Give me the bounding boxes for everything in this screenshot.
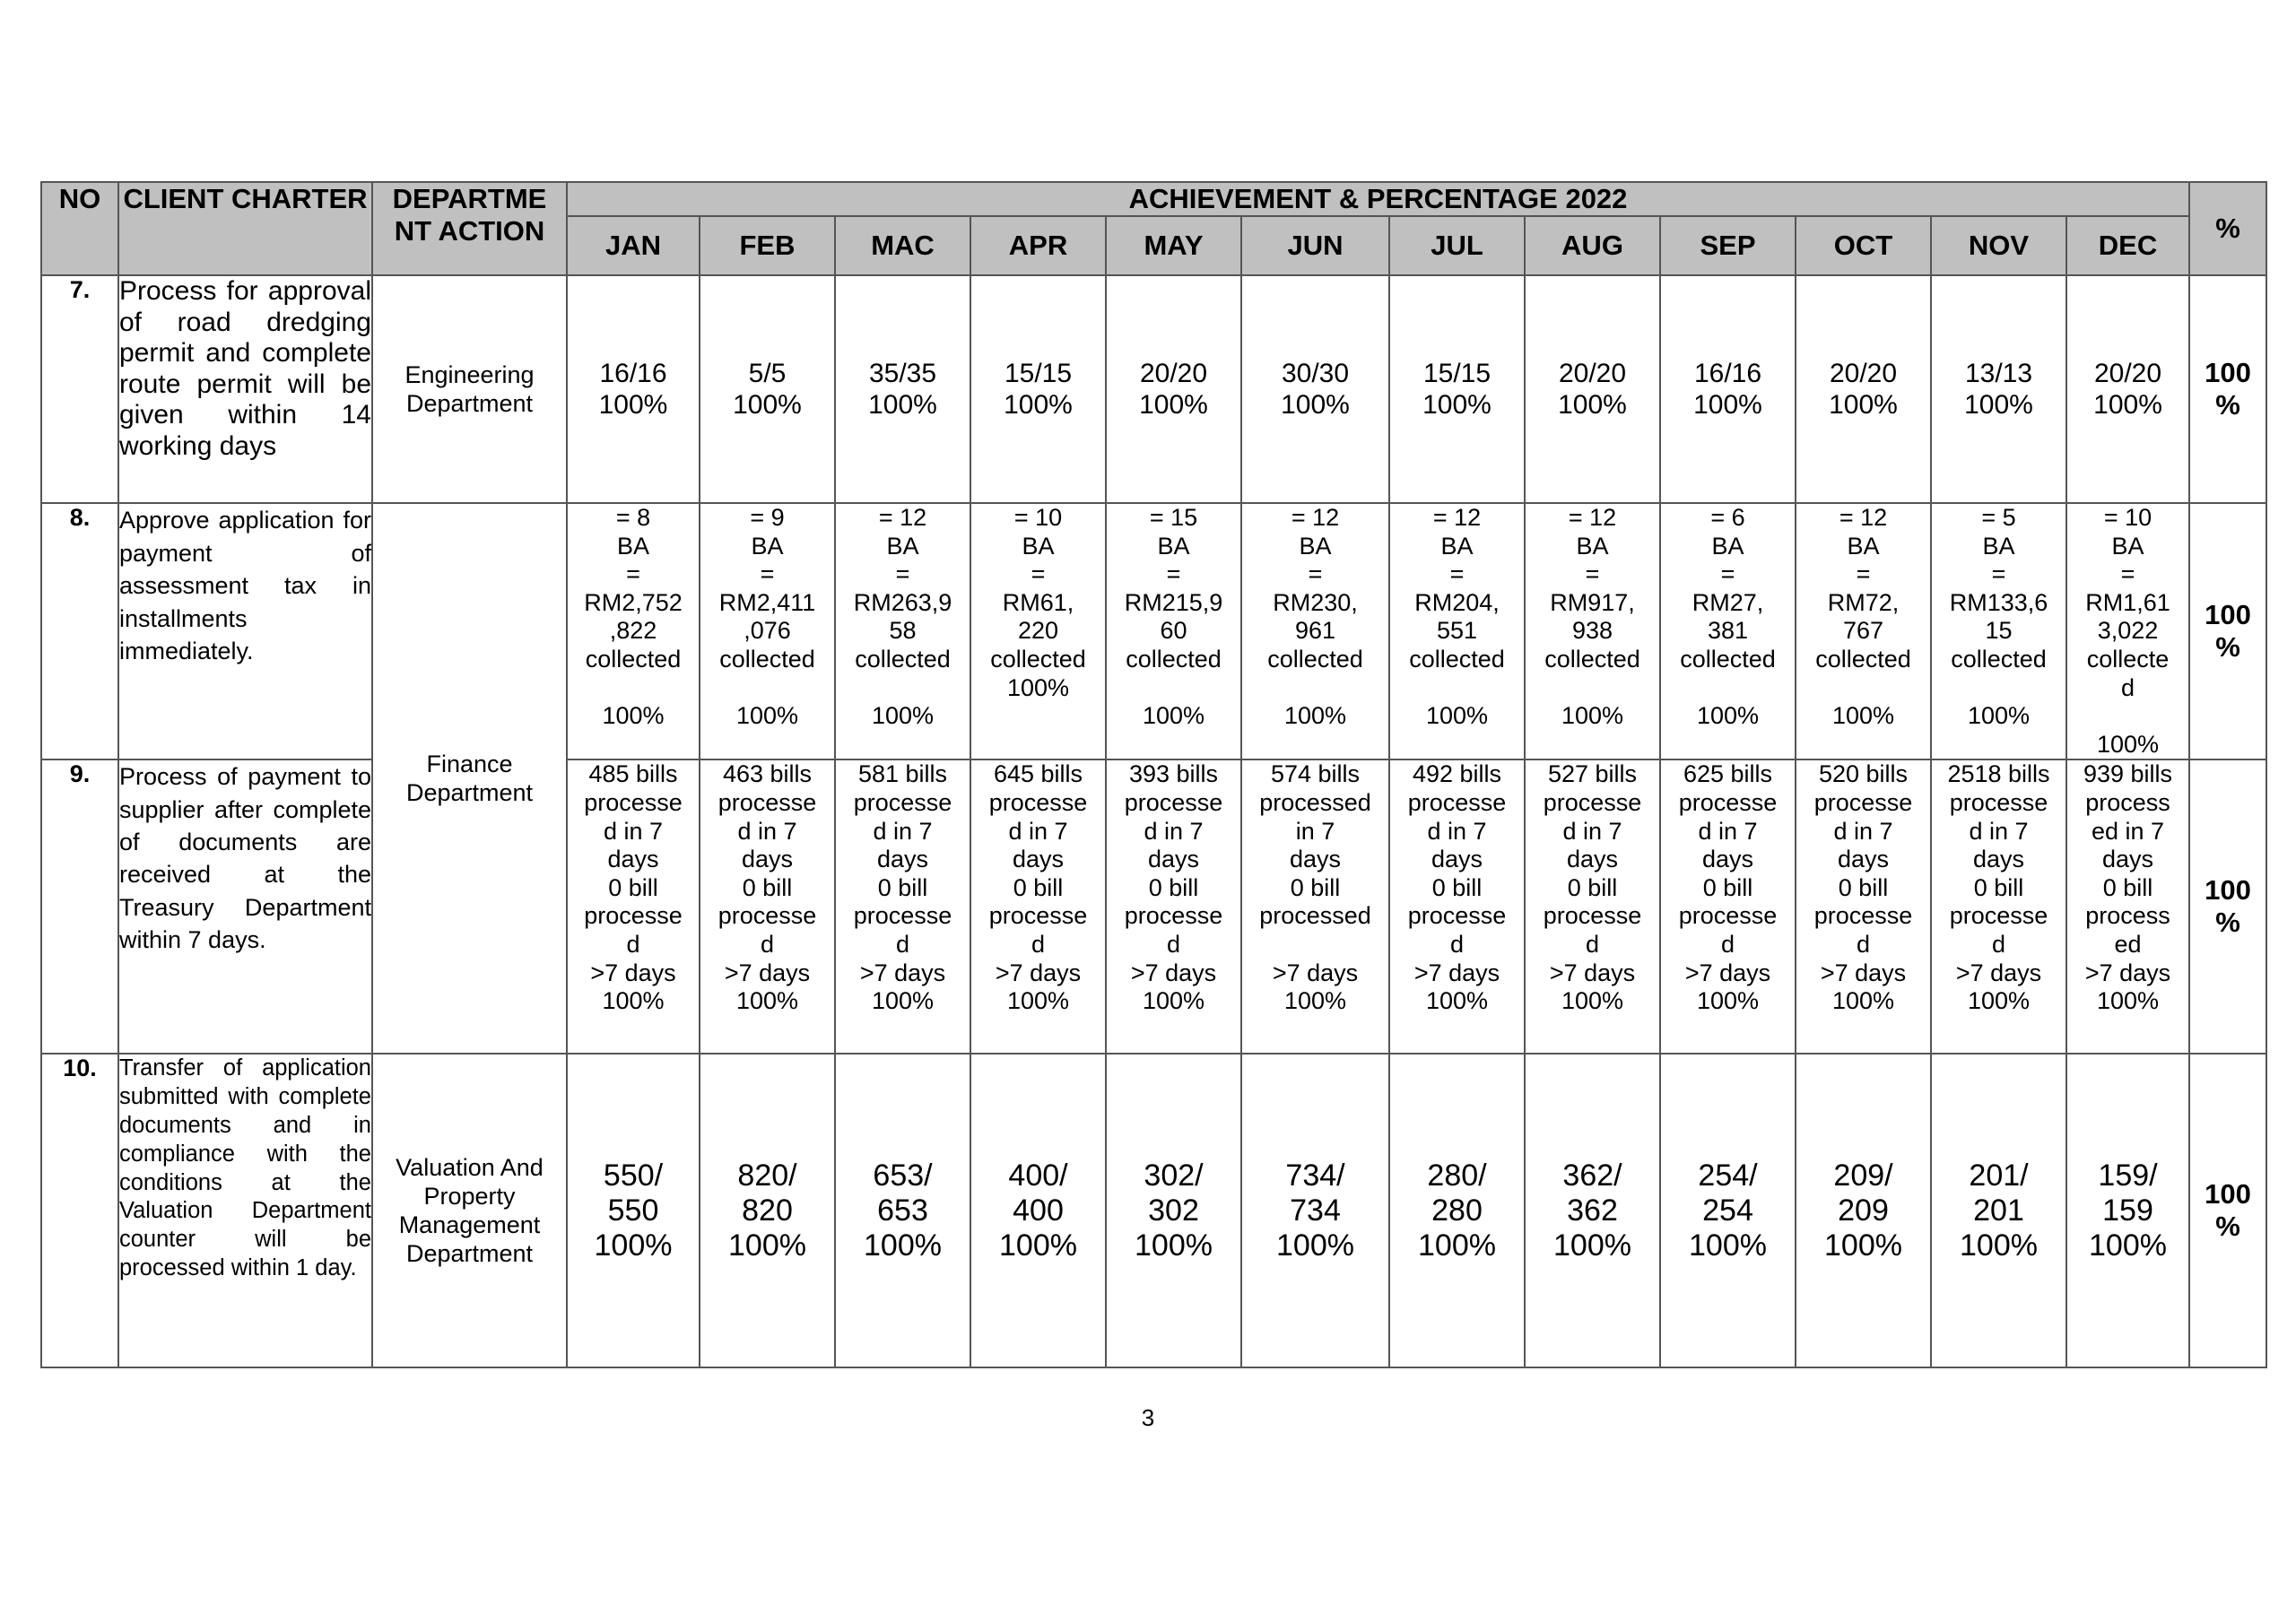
month-value: 302/ 302 100% (1106, 1054, 1241, 1367)
month-value: 2518 bills processe d in 7 days 0 bill processe d >7 days 100% (1931, 759, 2066, 1054)
table-row (41, 503, 2266, 759)
month-value: 254/ 254 100% (1660, 1054, 1796, 1367)
row-number: 10. (41, 1054, 118, 1367)
client-charter-text: Transfer of application submitted with complete documents and in compliance with the conditions at the Valuation Department counter will be processed within 1 day. (118, 1054, 372, 1367)
header-month-may: MAY (1106, 216, 1241, 275)
client-charter-text: Process of payment to supplier after complete of documents are received at the Treasury Department within 7 days. (118, 759, 372, 1054)
month-value: = 9 BA = RM2,411 ,076 collected 100% (700, 503, 835, 759)
month-value: 550/ 550 100% (567, 1054, 700, 1367)
month-value: = 8 BA = RM2,752 ,822 collected 100% (567, 503, 700, 759)
header-month-sep: SEP (1660, 216, 1796, 275)
header-client-charter: CLIENT CHARTER (118, 182, 372, 275)
month-value: = 12 BA = RM917, 938 collected 100% (1525, 503, 1660, 759)
month-value: 492 bills processe d in 7 days 0 bill processe d >7 days 100% (1389, 759, 1525, 1054)
department-action: Valuation And Property Management Department (372, 1054, 567, 1367)
month-value: 209/ 209 100% (1796, 1054, 1931, 1367)
month-value: 20/20 100% (1796, 275, 1931, 503)
header-month-nov: NOV (1931, 216, 2066, 275)
month-value: 13/13 100% (1931, 275, 2066, 503)
month-value: 159/ 159 100% (2066, 1054, 2189, 1367)
month-value: 20/20 100% (1525, 275, 1660, 503)
header-month-jun: JUN (1241, 216, 1389, 275)
header-month-apr: APR (970, 216, 1106, 275)
month-value: 280/ 280 100% (1389, 1054, 1525, 1367)
department-action: Finance Department (372, 503, 567, 1054)
header-month-oct: OCT (1796, 216, 1931, 275)
month-value: = 6 BA = RM27, 381 collected 100% (1660, 503, 1796, 759)
month-value: 574 bills processed in 7 days 0 bill processed >7 days 100% (1241, 759, 1389, 1054)
page-number: 3 (1141, 1404, 1155, 1431)
month-value: 485 bills processe d in 7 days 0 bill processe d >7 days 100% (567, 759, 700, 1054)
month-value: 625 bills processe d in 7 days 0 bill processe d >7 days 100% (1660, 759, 1796, 1054)
header-month-feb: FEB (700, 216, 835, 275)
month-value: = 12 BA = RM230, 961 collected 100% (1241, 503, 1389, 759)
month-value: 5/5 100% (700, 275, 835, 503)
header-month-aug: AUG (1525, 216, 1660, 275)
total-percent: 100 % (2189, 503, 2266, 759)
month-value: 30/30 100% (1241, 275, 1389, 503)
month-value: 15/15 100% (970, 275, 1106, 503)
total-percent: 100 % (2189, 1054, 2266, 1367)
client-charter-table (40, 181, 2267, 1368)
header-department-action: DEPARTME NT ACTION (372, 182, 567, 275)
month-value: 400/ 400 100% (970, 1054, 1106, 1367)
month-value: = 10 BA = RM1,61 3,022 collecte d 100% (2066, 503, 2189, 759)
header-month-mac: MAC (835, 216, 970, 275)
month-value: 20/20 100% (2066, 275, 2189, 503)
department-action: Engineering Department (372, 275, 567, 503)
month-value: = 12 BA = RM204, 551 collected 100% (1389, 503, 1525, 759)
month-value: 734/ 734 100% (1241, 1054, 1389, 1367)
row-number: 8. (41, 503, 118, 759)
month-value: 16/16 100% (567, 275, 700, 503)
header-month-jan: JAN (567, 216, 700, 275)
month-value: 520 bills processe d in 7 days 0 bill processe d >7 days 100% (1796, 759, 1931, 1054)
month-value: 653/ 653 100% (835, 1054, 970, 1367)
month-value: 20/20 100% (1106, 275, 1241, 503)
month-value: = 5 BA = RM133,6 15 collected 100% (1931, 503, 2066, 759)
month-value: 527 bills processe d in 7 days 0 bill processe d >7 days 100% (1525, 759, 1660, 1054)
client-charter-text: Approve application for payment of assessment tax in installments immediately. (118, 503, 372, 759)
month-value: 393 bills processe d in 7 days 0 bill processe d >7 days 100% (1106, 759, 1241, 1054)
header-achievement: ACHIEVEMENT & PERCENTAGE 2022 (567, 182, 2189, 216)
month-value: = 15 BA = RM215,9 60 collected 100% (1106, 503, 1241, 759)
total-percent: 100 % (2189, 759, 2266, 1054)
header-no: NO (41, 182, 118, 275)
month-value: 463 bills processe d in 7 days 0 bill processe d >7 days 100% (700, 759, 835, 1054)
table-row (41, 1054, 2266, 1367)
month-value: 645 bills processe d in 7 days 0 bill processe d >7 days 100% (970, 759, 1106, 1054)
month-value: 201/ 201 100% (1931, 1054, 2066, 1367)
header-month-jul: JUL (1389, 216, 1525, 275)
client-charter-text: Process for approval of road dredging permit and complete route permit will be given within 14 working days (118, 275, 372, 503)
month-value: = 12 BA = RM263,9 58 collected 100% (835, 503, 970, 759)
month-value: 939 bills process ed in 7 days 0 bill process ed >7 days 100% (2066, 759, 2189, 1054)
month-value: 362/ 362 100% (1525, 1054, 1660, 1367)
month-value: 581 bills processe d in 7 days 0 bill processe d >7 days 100% (835, 759, 970, 1054)
row-number: 7. (41, 275, 118, 503)
month-value: = 12 BA = RM72, 767 collected 100% (1796, 503, 1931, 759)
table-row (41, 275, 2266, 503)
month-value: = 10 BA = RM61, 220 collected 100% (970, 503, 1106, 759)
total-percent: 100 % (2189, 275, 2266, 503)
month-value: 820/ 820 100% (700, 1054, 835, 1367)
row-number: 9. (41, 759, 118, 1054)
month-value: 15/15 100% (1389, 275, 1525, 503)
header-percent: % (2189, 182, 2266, 275)
header-month-dec: DEC (2066, 216, 2189, 275)
month-value: 16/16 100% (1660, 275, 1796, 503)
month-value: 35/35 100% (835, 275, 970, 503)
